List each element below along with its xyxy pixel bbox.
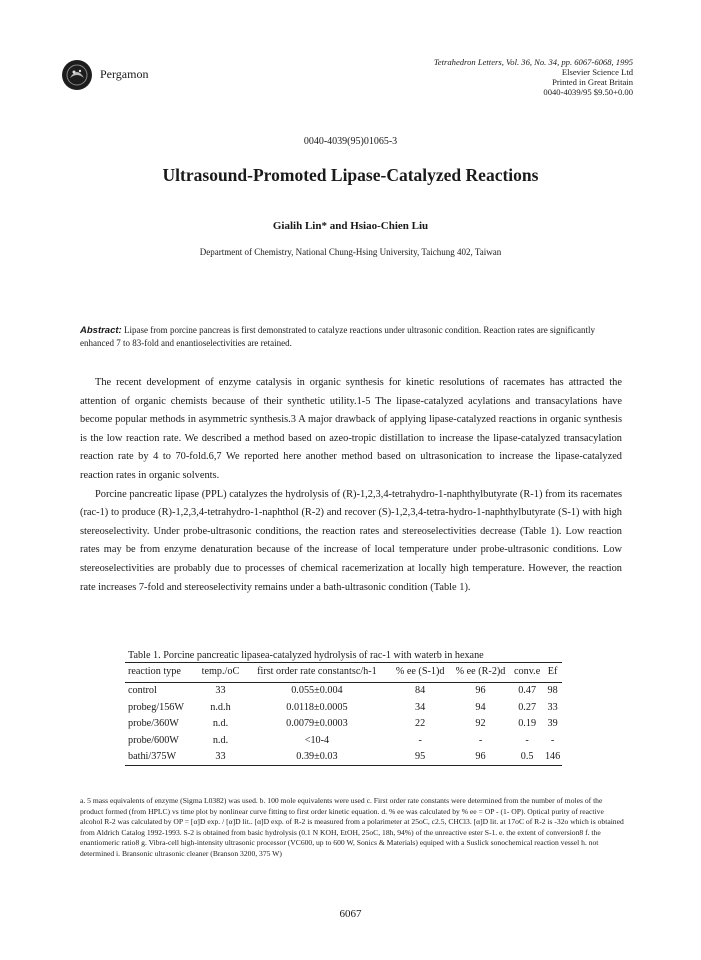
table-cell: 0.27 [518, 701, 537, 713]
abstract [80, 324, 620, 349]
paragraph: The recent development of enzyme catalysis in organic synthesis for kinetic resolutions of racemates has attracted the attention of organic chemists because of their synthetic utility.1-5 The lipase-catalyzed acylations and transacylations have become popular methods in asymmetric synthesis.3 A major drawback of applying lipase-catalyzed reactions in organic synthesis is the low reaction rate. We described a method based on azeo-tropic distillation to increase the lipase-catalyzed transacylation reaction rate by 4 to 70-fold.6,7 We reported here another method based on ultrasonication to increase the lipase-catalyzed reaction rates in organic solvents. [80, 377, 622, 481]
affiliation: Department of Chemistry, National Chung-Hsing University, Taichung 402, Taiwan [199, 247, 502, 257]
header-cell: % ee (S-1)d [395, 665, 445, 677]
journal-line: Printed in Great Britain [552, 77, 633, 87]
table-cell: probe/600W [128, 734, 179, 746]
authors: Gialih Lin* and Hsiao-Chien Liu [272, 220, 429, 232]
table-cell: <10-4 [304, 734, 330, 746]
table-cell: n.d. [212, 734, 229, 746]
article-title: Ultrasound-Promoted Lipase-Catalyzed Reactions [162, 165, 539, 185]
journal-line: Tetrahedron Letters, Vol. 36, No. 34, pp. 6067-6068, 1995 [433, 57, 633, 67]
header-cell: temp./oC [201, 665, 240, 677]
table-1 [125, 650, 562, 766]
table-cell: 33 [215, 751, 226, 763]
publisher-logo [62, 60, 92, 90]
paragraph: Porcine pancreatic lipase (PPL) catalyzes the hydrolysis of (R)-1,2,3,4-tetrahydro-1-naphthylbutyrate (R-1) from its racemates (rac-1) to produce (R)-1,2,3,4-tetrahydro-1-naphthol (R-2) and recover (S)-1,2,3,4-tetra-hydro-1-naphthylbutyrate (S-1) with high stereoselectivity. Under probe-ultrasonic conditions, the reaction rates and stereoselectivities decrease (Table 1). Low reaction rates may be from enzyme denaturation because of the increase of local temperature under probe-ultrasonic conditions. Low stereoselectivities are probably due to processes of chemical racemerization at locally high temperature. However, the reaction rate increases 7-fold and stereoselectivity remains under a bath-ultrasonic condition (Table 1). [80, 488, 622, 593]
body-text [80, 374, 622, 597]
table-cell: 84 [415, 685, 426, 697]
table-row [125, 732, 562, 749]
table-cell: 0.0118±0.0005 [286, 701, 348, 713]
table-cell: 95 [415, 751, 426, 763]
abstract-label: Abstract: [80, 325, 122, 336]
table-body [125, 682, 562, 766]
table-caption: Table 1. Porcine pancreatic lipasea-catalyzed hydrolysis of rac-1 with waterb in hexane [128, 650, 484, 661]
table-cell: 146 [544, 751, 561, 763]
table-cell: - [418, 734, 422, 746]
header-cell: conv.e [514, 665, 541, 677]
table-cell: - [525, 734, 529, 746]
page-number: 6067 [339, 908, 362, 920]
table-cell: 33 [215, 685, 226, 697]
header-cell: first order rate constantsc/h-1 [257, 665, 377, 677]
table-cell: 94 [475, 701, 486, 713]
table-cell: 96 [475, 751, 486, 763]
table-cell: 0.0079±0.0003 [286, 718, 348, 730]
header-cell: % ee (R-2)d [455, 665, 506, 677]
journal-line: Elsevier Science Ltd [561, 67, 633, 77]
table-cell: 92 [475, 718, 486, 730]
table-row [125, 749, 562, 766]
table-cell: 39 [547, 718, 558, 730]
table-cell: 0.5 [520, 751, 534, 763]
table-cell: 0.055±0.004 [291, 685, 343, 697]
table-cell: 22 [415, 718, 426, 730]
table-cell: probeg/156W [128, 701, 185, 713]
table-cell: bathi/375W [128, 751, 177, 763]
table-cell: - [550, 734, 555, 746]
table-cell: 0.39±0.03 [296, 751, 338, 763]
data-table [125, 662, 562, 766]
table-cell: probe/360W [128, 718, 179, 730]
table-cell: 0.47 [518, 685, 537, 697]
table-cell: n.d. [212, 718, 229, 730]
table-cell: n.d.h [210, 701, 231, 713]
table-cell: 34 [415, 701, 426, 713]
table-footnotes: a. 5 mass equivalents of enzyme (Sigma L0382) was used. b. 100 mole equivalents were used c. First order rate constants were determined from the number of moles of the product formed (from HPLC) vs time plot by nonlinear curve fitting to first order kinetic equation. d. % ee was calculated by % ee = OP - (1- OP). Optical purity of reactive alcohol R-2 was calculated by OP = [α]D exp. / [α]D lit.. [α]D exp. of R-2 is measured from a polarimeter at 25oC, c2.5, CHCl3. [α]D lit. at 17oC of R-2 is -32o which is obtained from Aldrich Catalog 1992-1993. S-2 is obtained from basic hydrolysis (0.1 N KOH, EtOH, 25oC, 18h, 94%) of the unreactive ester S-1. e. the extent of conversion8 f. the enantiomeric ratio8 g. Vibra-cell high-intensity ultrasonic processor (VC600, up to 600 W, Sonics & Materials) equiped with a Suslick sonochemical reaction vessel h. not determined i. Bransonic ultrasonic cleaner (Branson 3200, 375 W) [80, 796, 624, 858]
table-cell: 96 [475, 685, 486, 697]
journal-line: 0040-4039/95 $9.50+0.00 [543, 87, 633, 97]
header-cell: reaction type [128, 665, 181, 677]
table-row [125, 699, 562, 716]
journal-info [434, 57, 633, 97]
table-cell: 0.19 [518, 718, 537, 730]
publisher-name: Pergamon [100, 67, 149, 81]
doi: 0040-4039(95)01065-3 [303, 136, 398, 147]
header-cell: Ef [547, 665, 558, 677]
table-cell: control [128, 685, 157, 697]
table-row [125, 682, 562, 699]
table-cell: 98 [547, 685, 558, 697]
table-cell: - [478, 734, 483, 746]
abstract-text: Lipase from porcine pancreas is first demonstrated to catalyze reactions under ultrasonic condition. Reaction rates are significantly enhanced 7 to 83-fold and enantioselectivities are retained. [80, 325, 596, 348]
table-cell: 33 [547, 701, 558, 713]
table-row [125, 716, 562, 733]
